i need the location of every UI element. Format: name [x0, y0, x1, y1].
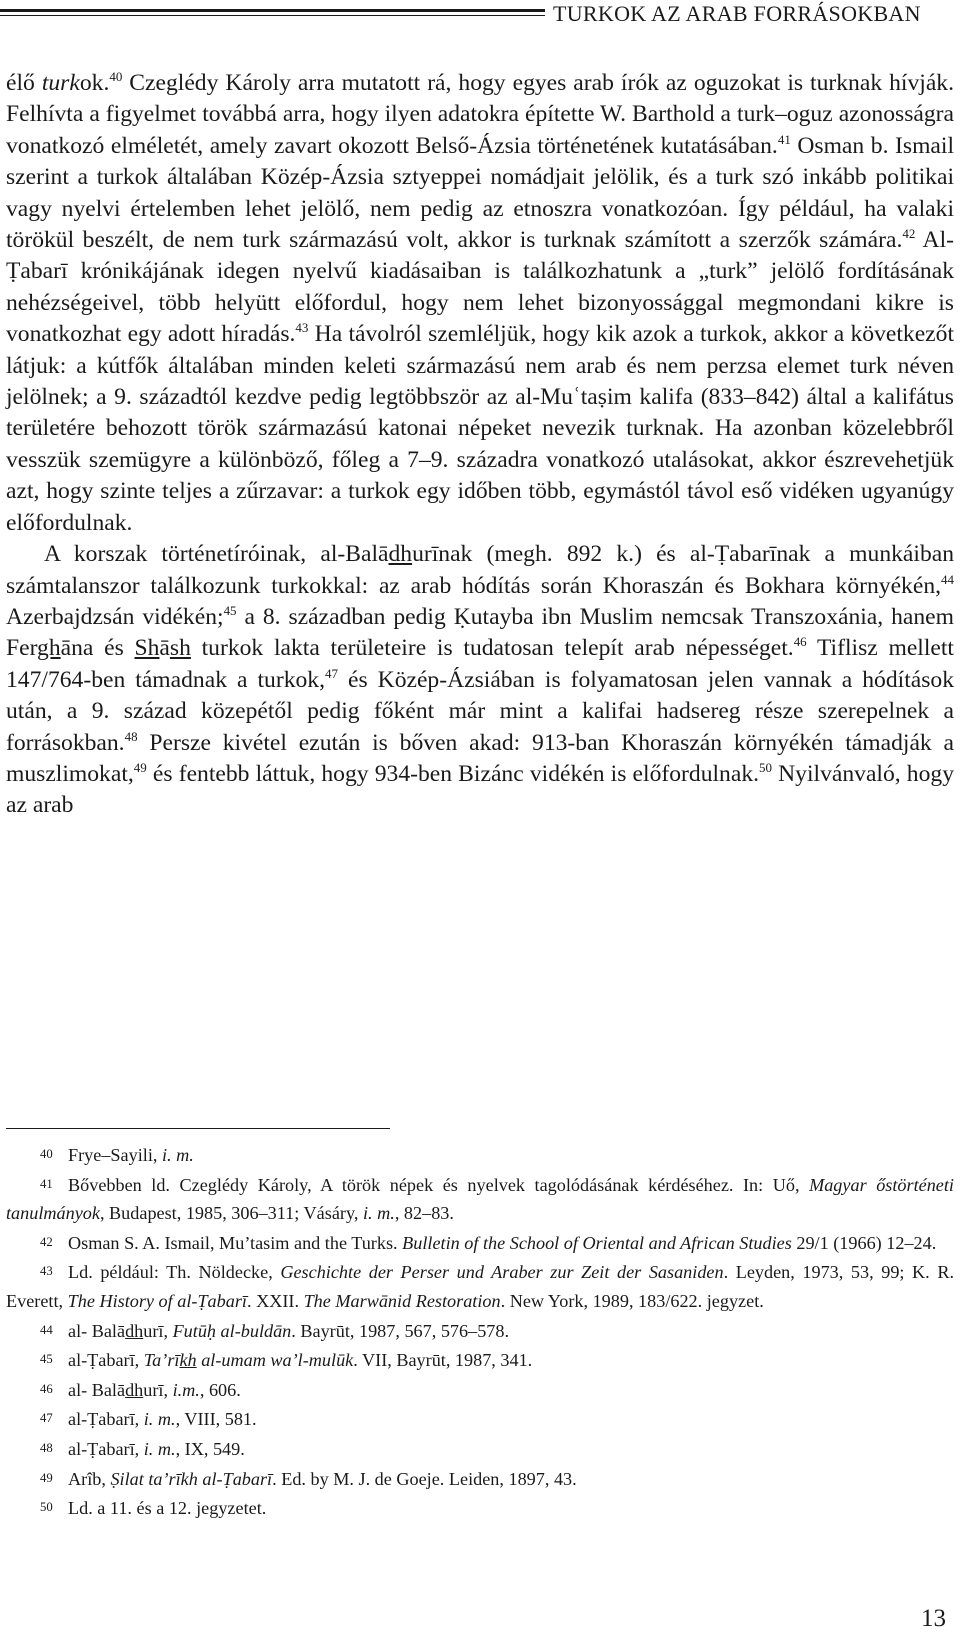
text-run: Magyar őstörténeti tanulmányok: [6, 1174, 954, 1224]
text-run: i. m.: [143, 1409, 176, 1430]
text-run: Osman b. Ismail szerint a turkok általában Közép-Ázsia sztyeppei nomádjait jelölik, és a turk szó inkább politikai vagy nyelvi értelemben lehet jelölő, nem pedig az etnoszra vonatkozóan. Így például, ha valaki törökül beszélt, de nem turk származású volt, akkor is turknak számított a szerzők számára.: [6, 132, 954, 254]
footnote-number: 40: [40, 1147, 53, 1161]
footnotes: [6, 1140, 954, 1523]
text-run: Ld. a 11. és a 12. jegyzetet.: [68, 1498, 267, 1519]
text-run: Ld. például: Th. Nöldecke,: [68, 1262, 281, 1283]
text-run: Bulletin of the School of Oriental and African Studies: [402, 1232, 792, 1253]
text-run: . XXII.: [246, 1290, 304, 1311]
text-run: al-Ṭabarī,: [68, 1409, 144, 1430]
footnote-49: [6, 1464, 954, 1494]
text-run: Tiflisz mellett 147/764-ben támadnak a turkok,: [6, 635, 954, 693]
text-run: The History of al-Ṭabarī: [67, 1290, 247, 1311]
footnote-separator: [6, 1128, 390, 1129]
footnote-number: 43: [40, 1264, 53, 1279]
text-run: Bővebben ld. Czeglédy Károly, A török népek és nyelvek tagolódásának kérdéséhez. In: Uő,: [68, 1174, 810, 1195]
text-run: . VII, Bayrūt, 1987, 341.: [353, 1350, 533, 1371]
text-run: urīnak (megh. 892 k.) és al-Ṭabarīnak a munkáiban számtalanszor találkozunk turkokkal: az arab hódítás során Khoraszán és Bokhara környékén,: [6, 541, 955, 599]
text-run: al-Ṭabarī,: [68, 1350, 144, 1371]
footnote-number: 46: [40, 1381, 53, 1396]
text-run: . Bayrūt, 1987, 567, 576–578.: [291, 1320, 510, 1341]
text-run: al-Ṭabarī,: [68, 1438, 144, 1459]
text-run: i. m.: [143, 1438, 176, 1459]
text-run: és Közép-Ázsiában is folyamatosan jelen vannak a hódítások után, a 9. század közepétől pedig főként már mint a kalifai hadsereg része szerepelnek a forrásokban.: [6, 666, 955, 756]
text-run: , 606.: [199, 1379, 241, 1400]
footnote-number: 41: [40, 1176, 53, 1191]
text-run: al- Balā: [68, 1379, 126, 1400]
text-run: āna és: [60, 635, 135, 662]
text-run: a 8. században pedig Ḳutayba ibn Muslim nemcsak Transzoxánia, hanem Fer: [6, 603, 954, 662]
body-text: [6, 68, 954, 822]
text-run: és fentebb láttuk, hogy 934-ben Bizánc vidékén is előfordulnak.: [146, 760, 760, 787]
text-run: . Ed. by M. J. de Goeje. Leiden, 1897, 43.: [272, 1468, 577, 1489]
text-run: Al-Ṭabarī krónikájának idegen nyelvű kiadásaiban is találkozhatunk a „turk” jelölő fordításának nehézségeivel, több helyütt előfordul, hogy nem lehet bizonyossággal megmondani kikre is vonatkozhat egy adott híradás.: [6, 227, 954, 348]
footnote-50: [6, 1493, 954, 1523]
footnote-44: [6, 1316, 954, 1346]
paragraph-2: [6, 539, 954, 822]
text-run: i. m.: [362, 1203, 395, 1224]
footnote-number: 50: [40, 1500, 53, 1515]
text-run: A korszak történetíróinak, al-Balā: [44, 541, 389, 568]
text-run: . New York, 1989, 183/622. jegyzet.: [500, 1290, 764, 1311]
text-run: i.m.: [172, 1379, 200, 1400]
text-run: sh: [169, 635, 191, 662]
text-run: Persze kivétel ezután is bőven akad: 913-ban Khoraszán környékén támadják a muszlimokat,: [6, 729, 954, 787]
page-number: 13: [921, 1605, 946, 1632]
footnote-ref: 46: [793, 634, 807, 650]
footnote-number: 42: [40, 1234, 53, 1249]
paragraph-1: [6, 68, 954, 539]
text-run: kh: [179, 1350, 197, 1371]
text-run: al- Balā: [68, 1320, 126, 1341]
text-run: ok.: [79, 70, 110, 96]
text-run: , Budapest, 1985, 306–311; Vásáry,: [99, 1203, 363, 1224]
text-run: turk: [41, 70, 80, 96]
footnote-48: [6, 1434, 954, 1464]
text-run: Arîb,: [68, 1468, 111, 1489]
footnote-ref: 42: [902, 226, 916, 242]
footnote-ref: 50: [759, 760, 772, 776]
text-run: Osman S. A. Ismail, Mu’tasim and the Turks.: [68, 1232, 403, 1253]
footnote-ref: 44: [941, 571, 954, 587]
footnote-ref: 48: [124, 728, 138, 744]
footnote-number: 47: [40, 1411, 53, 1426]
text-run: dh: [125, 1320, 144, 1341]
footnote-ref: 45: [223, 603, 237, 619]
text-run: . Leyden, 1973, 53, 99; K. R. Everett,: [6, 1262, 954, 1311]
text-run: Geschichte der Perser und Araber zur Zeit der Sasaniden: [280, 1262, 724, 1283]
text-run: Ṣilat ta’rīkh al-Ṭabarī: [110, 1468, 273, 1489]
footnote-41: [6, 1170, 954, 1228]
text-run: al-umam wa’l-mulūk: [196, 1350, 354, 1371]
footnote-40: [6, 1140, 954, 1170]
header-rule-thin: [0, 15, 545, 16]
text-run: Nyilvánvaló, hogy az arab: [6, 760, 954, 819]
footnote-47: [6, 1404, 954, 1434]
header-rule-thick: [0, 9, 545, 12]
text-run: , 82–83.: [394, 1203, 454, 1224]
text-run: , VIII, 581.: [175, 1409, 257, 1430]
footnote-ref: 40: [109, 69, 123, 85]
footnote-43: [6, 1257, 954, 1315]
text-run: ā: [159, 635, 170, 662]
footnote-number: 44: [40, 1322, 53, 1337]
running-title: TURKOK AZ ARAB FORRÁSOKBAN: [553, 1, 921, 26]
text-run: The Marwānid Restoration: [303, 1290, 501, 1311]
running-header: [0, 0, 960, 34]
footnote-42: [6, 1228, 954, 1258]
text-run: 29/1 (1966) 12–24.: [791, 1232, 937, 1253]
text-run: Azerbajdzsán vidékén;: [6, 603, 224, 630]
text-run: i. m.: [161, 1145, 194, 1165]
footnote-46: [6, 1375, 954, 1405]
footnote-ref: 41: [777, 131, 791, 147]
text-run: Sh: [134, 635, 160, 662]
text-run: Ta’rī: [143, 1350, 180, 1371]
text-run: Futūḥ al-buldān: [172, 1320, 292, 1341]
text-run: dh: [125, 1379, 144, 1400]
footnote-ref: 47: [325, 665, 338, 681]
text-run: urī,: [143, 1320, 173, 1341]
footnote-ref: 49: [133, 760, 147, 776]
footnote-ref: 43: [295, 320, 309, 336]
text-run: turkok lakta területeire is tudatosan telepít arab népességet.: [190, 635, 794, 662]
text-run: élő: [6, 70, 42, 96]
text-run: Ha távolról szemléljük, hogy kik azok a turkok, akkor a következőt látjuk: a kútfők általában minden keleti származású nem arab és nem perzsa elemet turk néven jelölnek; a 9. századtól kezdve pedig legtöbbször az al-Muʿtaṣim kalifa (833–842) által a kalifátus területére behozott török származású katonai népeket nevezik turknak. Ha azonban közelebbről vesszük szemügyre a különböző, főleg a 7–9. századra vonatkozó utalásokat, akkor észrevehetjük azt, hogy szinte teljes a zűrzavar: a turkok egy időben több, egymástól távol eső vidéken ugyanúgy előfordulnak.: [6, 321, 954, 536]
text-run: dh: [388, 541, 413, 568]
footnote-number: 48: [40, 1440, 53, 1455]
footnote-number: 45: [40, 1352, 53, 1367]
footnote-45: [6, 1345, 954, 1375]
text-run: Frye–Sayili,: [68, 1145, 162, 1165]
text-run: gh: [37, 635, 61, 662]
text-run: urī,: [143, 1379, 173, 1400]
footnote-number: 49: [40, 1470, 53, 1485]
text-run: , IX, 549.: [175, 1438, 245, 1459]
text-run: Czeglédy Károly arra mutatott rá, hogy egyes arab írók az oguzokat is turknak hívják. Felhívta a figyelmet továbbá arra, hogy ilyen adatokra építette W. Barthold a turk–oguz azonosságra vonatkozó elméletét, amely zavart okozott Belső-Ázsia történetének kutatásában.: [6, 70, 954, 159]
